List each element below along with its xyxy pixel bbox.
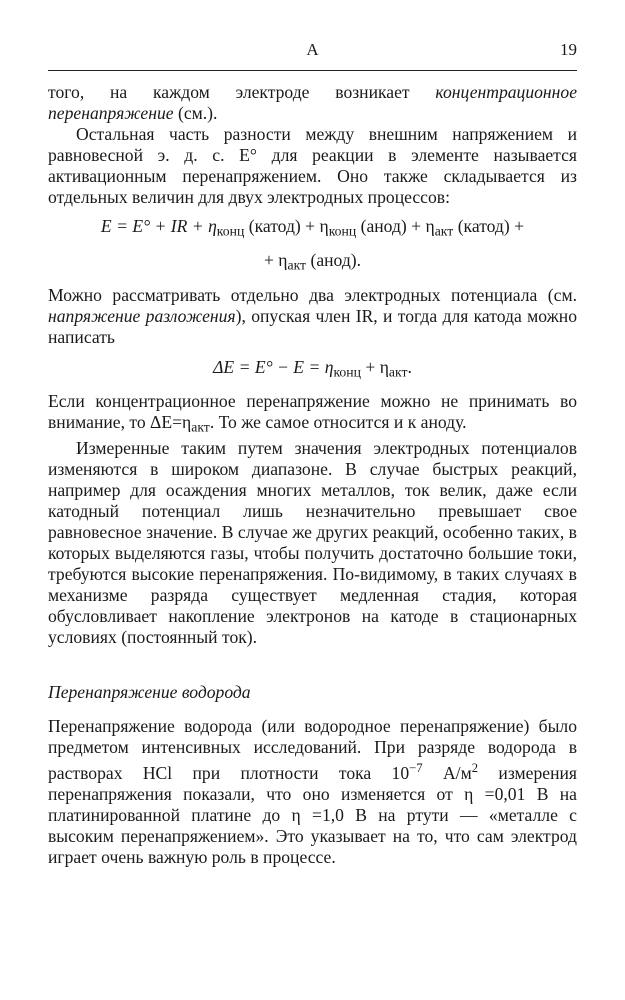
term-decomposition-voltage: напряжение разложения — [48, 305, 236, 326]
section-title: Перенапряжение водорода — [48, 681, 251, 702]
paragraph-3: Можно рассматривать отдельно два электродных потенциала (см. напряжение разложения), опуская член IR, и тогда для катода можно написать — [48, 284, 577, 347]
page-header — [48, 40, 577, 64]
paragraph-1: того, на каждом электроде возникает концентрационное перенапряжение (см.). — [48, 82, 577, 123]
page-number: 19 — [560, 40, 577, 59]
paragraph-4: Если концентрационное перенапряжение можно не принимать во внимание, то $\Delta E=\eta_{акт}$. То же самое относится и к аноду. — [48, 391, 577, 435]
section-letter: А — [306, 40, 319, 59]
header-rule — [48, 70, 577, 71]
paragraph-2: Остальная часть разности между внешним напряжением и равновесной э. д. с. E° для реакции в элементе называется активационным перенапряжением. Оно также складывается из отдельных величин для двух электродных процессов: — [48, 124, 577, 207]
page-body — [48, 82, 577, 868]
term-concentration-overvoltage: концентрационное перенапряжение — [48, 82, 577, 123]
section-spacer — [48, 648, 577, 682]
equation-1-line-2: + $\eta_{акт}$ (анод). — [263, 250, 362, 273]
paragraph-6: Перенапряжение водорода (или водородное перенапряжение) было предметом интенсивных исследований. При разряде водорода в растворах HCl при плотности тока $10^{-7}$ $А/м^2$ измерения перенапряжения показали, что оно изменяется от η =0,01 В на платинированной платине до η =1,0 В на ртути — «металле с высоким перенапряжением». Это указывает на то, что сам электрод играет очень важную роль в процессе. — [48, 715, 577, 867]
equation-2: $\Delta E = E^\circ - E = \eta_{конц} + \eta_{акт}$. — [213, 356, 412, 380]
equation-1-line-1: E = E° + IR + $\eta_{конц}$ (катод) + $\eta_{конц}$ (анод) + $\eta_{акт}$ (катод) + — [100, 216, 525, 239]
paragraph-5: Измеренные таким путем значения электродных потенциалов изменяются в широком диапазоне. В случае быстрых реакций, например для осаждения многих металлов, ток велик, даже если катодный потенциал лишь незначительно превышает свое равновесное значение. В случае же других реакций, особенно таких, в которых выделяются газы, чтобы получить достаточно большие токи, требуются высокие перенапряжения. По-видимому, в таких случаях в механизме разряда существует медленная стадия, которая обусловливает накопление электронов на катоде в стационарных условиях (постоянный ток). — [48, 437, 577, 647]
